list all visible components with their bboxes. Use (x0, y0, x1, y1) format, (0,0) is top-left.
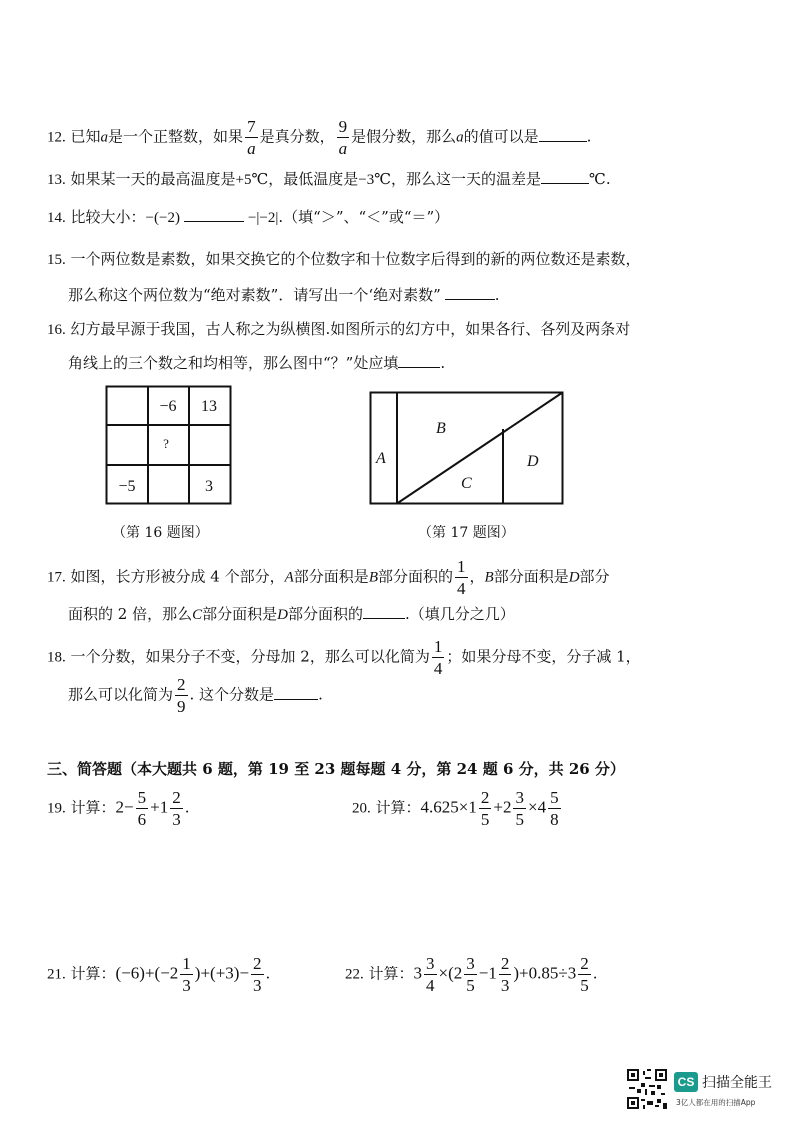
region-c-label: C (461, 475, 472, 492)
answer-blank[interactable] (445, 285, 495, 300)
fraction: $\frac{3}{4}$ (426, 954, 435, 995)
question-number: 14. (47, 210, 66, 226)
question-number: 20. (352, 800, 371, 817)
fraction: $\frac{1}{4}$ (433, 637, 443, 678)
fraction: $\frac{2}{3}$ (500, 954, 510, 995)
question-12: 12. 已知a是一个正整数，如果 $\frac{7}{a}$ 是真分数， $\frac{9}{a}$ 是假分数，那么a的值可以是 . (47, 117, 592, 158)
camscanner-name: 扫描全能王 (702, 1075, 772, 1091)
fraction: $\frac{3}{5}$ (466, 954, 475, 995)
section-3-heading: 三、简答题（本大题共 6 题，第 19 至 23 题每题 4 分，第 24 题 6 分，共 26 分） (47, 760, 625, 778)
fraction: $\frac{7}{a}$ (247, 117, 256, 158)
fraction: $\frac{9}{a}$ (338, 117, 348, 158)
question-21: 21. 计算：(−6)+(−2 $\frac{1}{3}$ )+(+3)− $\frac{2}{3}$ . (47, 954, 271, 995)
region-b-label: B (436, 420, 446, 437)
qr-code-icon (627, 1069, 667, 1109)
fraction: $\frac{2}{3}$ (253, 954, 262, 995)
question-17-line-1: 17. 如图，长方形被分成 4 个部分，A部分面积是B部分面积的 $\frac{1}{4}$ ，B部分面积是D部分 (47, 557, 610, 598)
fraction: $\frac{1}{3}$ (182, 954, 191, 995)
question-number: 22. (345, 966, 364, 983)
question-15-line-2: 那么称这个两位数为“绝对素数”．请写出一个‘绝对素数” . (68, 286, 500, 304)
figure-17-caption: （第 17 题图） (418, 525, 515, 541)
question-number: 13. (47, 172, 66, 188)
region-a-label: A (376, 450, 386, 467)
magic-square-figure (105, 385, 235, 507)
question-number: 16. (47, 322, 66, 338)
region-d-label: D (527, 453, 539, 470)
fraction: $\frac{2}{5}$ (480, 788, 490, 829)
fraction: $\frac{3}{5}$ (515, 788, 524, 829)
question-number: 21. (47, 966, 66, 983)
answer-blank[interactable] (541, 169, 589, 184)
camscanner-logo: CS (674, 1072, 698, 1092)
answer-blank[interactable] (184, 207, 244, 222)
magic-square-cell: −6 (159, 398, 177, 415)
answer-blank[interactable] (539, 127, 587, 142)
fraction: $\frac{5}{8}$ (550, 788, 559, 829)
question-number: 17. (47, 569, 66, 586)
question-16-line-2: 角线上的三个数之和均相等，那么图中“？”处应填 . (68, 354, 446, 372)
question-18-line-1: 18. 一个分数，如果分子不变，分母加 2，那么可以化简为 $\frac{1}{4}$ ；如果分母不变，分子减 1， (47, 637, 641, 678)
question-number: 15. (47, 252, 66, 268)
answer-blank[interactable] (274, 685, 318, 700)
question-number: 18. (47, 649, 66, 666)
question-16-line-1: 16. 幻方最早源于我国，古人称之为纵横图.如图所示的幻方中，如果各行、各列及两条对 (47, 320, 631, 338)
question-number: 12. (47, 129, 66, 146)
question-17-line-2: 面积的 2 倍，那么C部分面积是D部分面积的 .（填几分之几） (68, 605, 515, 623)
question-20: 20. 计算：4.625×1 $\frac{2}{5}$ +2 $\frac{3}{5}$ ×4 $\frac{5}{8}$ (352, 788, 559, 829)
question-18-line-2: 那么可以化简为 $\frac{2}{9}$ . 这个分数是 . (68, 675, 323, 716)
fraction: $\frac{5}{6}$ (137, 788, 147, 829)
question-number: 19. (47, 800, 66, 817)
question-19: 19. 计算：2− $\frac{5}{6}$ +1 $\frac{2}{3}$ . (47, 788, 190, 829)
question-22: 22. 计算：3 $\frac{3}{4}$ ×(2 $\frac{3}{5}$ −1 $\frac{2}{3}$ )+0.85÷3 $\frac{2}{5}$ . (345, 954, 598, 995)
magic-square-cell: −5 (118, 478, 136, 495)
magic-square-cell: 3 (205, 478, 213, 495)
camscanner-tagline: 3亿人都在用的扫描App (676, 1098, 756, 1107)
figure-16-caption: （第 16 题图） (112, 525, 209, 541)
answer-blank[interactable] (398, 353, 440, 368)
fraction: $\frac{2}{9}$ (177, 675, 186, 716)
magic-square-unknown-cell: ? (163, 436, 169, 451)
question-15-line-1: 15. 一个两位数是素数，如果交换它的个位数字和十位数字后得到的新的两位数还是素数， (47, 250, 641, 268)
rectangle-figure (369, 391, 565, 506)
question-13: 13. 如果某一天的最高温度是+5℃，最低温度是−3℃，那么这一天的温差是 ℃. (47, 170, 611, 188)
fraction: $\frac{1}{4}$ (457, 557, 466, 598)
fraction: $\frac{2}{5}$ (580, 954, 589, 995)
answer-blank[interactable] (363, 604, 405, 619)
fraction: $\frac{2}{3}$ (172, 788, 181, 829)
question-14: 14. 比较大小：−(−2) −|−2|.（填“＞”、“＜”或“＝”） (47, 208, 450, 226)
magic-square-cell: 13 (201, 398, 217, 415)
